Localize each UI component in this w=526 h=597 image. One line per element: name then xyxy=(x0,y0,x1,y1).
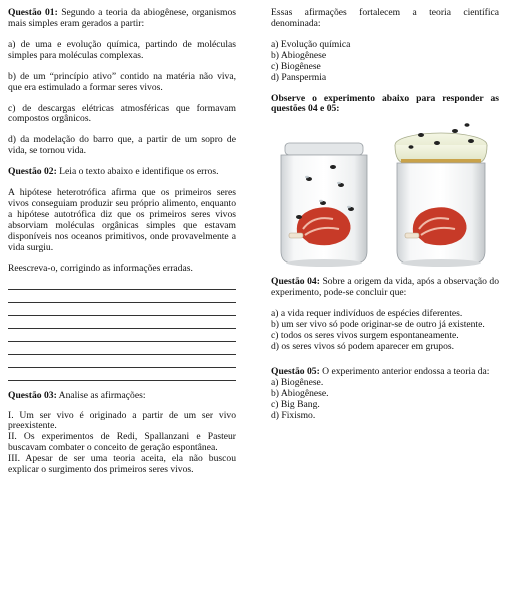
q4-stem: Questão 04: Sobre a origem da vida, após a observação do experimento, pode-se concluir que: xyxy=(271,276,500,299)
q4-option-b: b) um ser vivo só pode originar-se de outro já existente. xyxy=(271,319,485,331)
q5-option-c: c) Big Bang. xyxy=(271,398,320,410)
q3-followup: Essas afirmações fortalecem a teoria científica denominada: xyxy=(271,7,499,29)
q2-answer-lines[interactable] xyxy=(8,279,236,381)
q1-stem: Questão 01: Segundo a teoria da abiogênese, organismos mais simples eram gerados a partir: xyxy=(8,7,237,29)
q5-option-d: d) Fixismo. xyxy=(271,409,316,421)
open-jar xyxy=(281,143,367,267)
q3-item-1: I. Um ser vivo é originado a partir de um ser vivo preexistente. xyxy=(8,409,236,432)
q1-option-b: b) de um “princípio ativo” contido na matéria não viva, que era estimulado a formar seres vivos. xyxy=(8,70,236,93)
q4-option-c: c) todos os seres vivos surgem espontaneamente. xyxy=(271,330,459,342)
q4-option-d: d) os seres vivos só podem aparecer em grupos. xyxy=(271,340,455,352)
answer-line[interactable] xyxy=(8,344,236,355)
left-column xyxy=(8,8,236,476)
q4-option-a: a) a vida requer indivíduos de espécies diferentes. xyxy=(271,308,463,320)
experiment-illustration xyxy=(271,121,499,271)
experiment-heading: Observe o experimento abaixo para responder as questões 04 e 05: xyxy=(271,92,499,115)
answer-line[interactable] xyxy=(8,370,236,381)
right-column xyxy=(271,8,499,422)
q3-option-b: b) Abiogênese xyxy=(271,49,327,61)
q3-item-3: III. Apesar de ser uma teoria aceita, ela não buscou explicar o surgimento dos primeiros seres vivos. xyxy=(8,453,236,476)
q3-option-d: d) Panspermia xyxy=(271,71,327,83)
q2-instruction: Reescreva-o, corrigindo as informações erradas. xyxy=(8,262,193,274)
jars-image xyxy=(271,121,499,271)
q5-option-a: a) Biogênese. xyxy=(271,376,324,388)
q1-option-a: a) de uma e evolução química, partindo de moléculas simples para moléculas complexas. xyxy=(8,38,236,61)
q3-stem: Questão 03: Analise as afirmações: xyxy=(8,389,146,401)
q2-stem: Questão 02: Leia o texto abaixo e identifique os erros. xyxy=(8,166,219,178)
covered-jar xyxy=(395,124,487,268)
answer-line[interactable] xyxy=(8,357,236,368)
answer-line[interactable] xyxy=(8,305,236,316)
q3-option-c: c) Biogênese xyxy=(271,60,321,72)
q3-item-2: II. Os experimentos de Redi, Spallanzani e Pasteur buscavam combater o conceito de geração espontânea. xyxy=(8,431,236,454)
q1-option-c: c) de descargas elétricas atmosféricas que formavam compostos orgânicos. xyxy=(8,102,236,125)
q2-text: A hipótese heterotrófica afirma que os primeiros seres vivos conseguiam produzir seu próprio alimento, enquanto a hipótese autotrófica diz que os primeiros seres vivos absorviam moléculas orgânicas simples que estavam disponíveis nos oceanos primitivos, onde provavelmente a vida surgiu. xyxy=(8,187,236,253)
answer-line[interactable] xyxy=(8,331,236,342)
q3-option-a: a) Evolução química xyxy=(271,38,351,50)
answer-line[interactable] xyxy=(8,292,236,303)
answer-line[interactable] xyxy=(8,279,236,290)
q5-stem: Questão 05: O experimento anterior endossa a teoria da: xyxy=(271,365,490,377)
q1-option-d: d) da modelação do barro que, a partir de um sopro de vida, se tornou vida. xyxy=(8,134,236,157)
q5-option-b: b) Abiogênese. xyxy=(271,387,329,399)
answer-line[interactable] xyxy=(8,318,236,329)
